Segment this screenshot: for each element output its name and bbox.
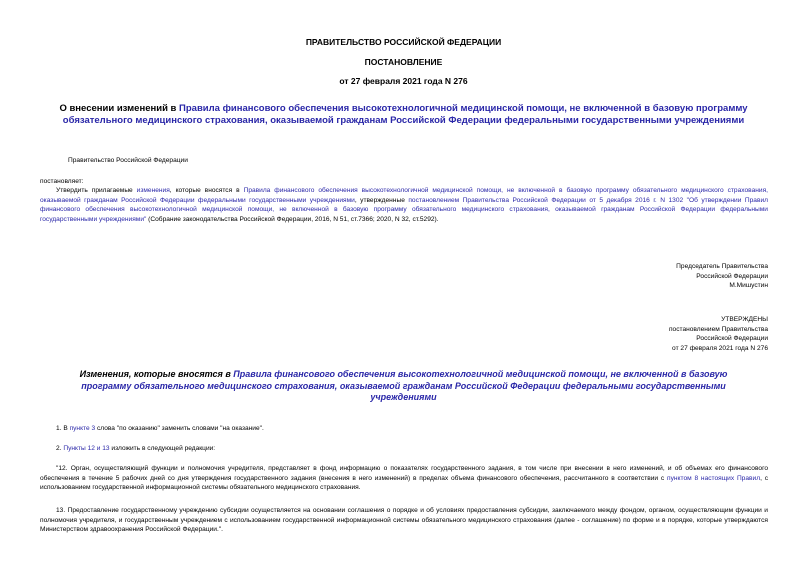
document-type: ПОСТАНОВЛЕНИЕ — [364, 57, 443, 67]
document-title — [40, 103, 767, 127]
government-heading: ПРАВИТЕЛЬСТВО РОССИЙСКОЙ ФЕДЕРАЦИИ — [305, 37, 502, 47]
changes-title — [55, 369, 752, 404]
signature-title: Председатель Правительства — [676, 263, 768, 270]
p1-text-c: , утвержденные — [354, 196, 409, 204]
gov-line: Правительство Российской Федерации — [68, 157, 188, 164]
item-12-paragraph — [40, 464, 768, 493]
title-rules-link[interactable]: Правила финансового обеспечения высокотехнологичной медицинской помощи, не включенной в базовую программу обязательного медицинского страхования, оказываемой гражданам Российской Федерации федеральными государственными учреждениями — [62, 103, 748, 126]
item-13-paragraph: 13. Предоставление государственному учреждению субсидии осуществляется на основании соглашения о порядке и об условиях предоставления субсидии, заключаемого между фондом, органом, осуществляющим функции и полномочия учредителя, и государственным учреждением с использованием государственной информационной системы обязательного медицинского страхования (далее - соглашение) по форме и в порядке, которые утверждаются Министерством здравоохранения Российской Федерации.". — [40, 507, 768, 534]
item-2-text-b: изложить в следующей редакции: — [109, 445, 216, 452]
title-prefix: О внесении изменений в — [59, 103, 180, 114]
p1-text-b: , которые вносятся в — [169, 187, 244, 194]
item-1-link[interactable]: пункте 3 — [69, 425, 96, 432]
signature-block — [676, 262, 768, 291]
item-1-text-b: слова "по оказанию" заменить словами "на оказание". — [95, 425, 264, 432]
signature-name: М.Мишустин — [729, 282, 768, 290]
rules-link[interactable]: Правила финансового обеспечения высокотехнологичной медицинской помощи, не включенной в базовую программу обязательного медицинского страхования, оказываемой гражданам Российской Федерации федеральными государственными учреждениями — [40, 187, 768, 204]
resolution-1302-link[interactable]: постановлением Правительства Российской Федерации от 5 декабря 2016 г. N 1302 "Об утверждении Правил финансового обеспечения высокотехнологичной медицинской помощи, не включенной в базовую программу обязательного медицинского страхования, оказываемой гражданам Российской Федерации федеральными государственными учреждениями" — [40, 196, 768, 223]
item-1 — [56, 424, 264, 434]
p1-text-d: (Собрание законодательства Российской Федерации, 2016, N 51, ст.7366; 2020, N 32, ст.5292). — [146, 215, 439, 223]
document-date: от 27 февраля 2021 года N 276 — [339, 76, 468, 86]
item-2-text-a: 2. — [56, 445, 64, 452]
changes-title-link[interactable]: Правила финансового обеспечения высокотехнологичной медицинской помощи, не включенной в базовую программу обязательного медицинского страхования, оказываемой гражданам Российской Федерации федеральными государственными учреждениями — [81, 369, 728, 402]
item-1-text-a: 1. В — [56, 425, 70, 432]
signature-country: Российской Федерации — [696, 272, 768, 280]
approved-label: УТВЕРЖДЕНЫ — [721, 316, 768, 323]
p1-text-a: Утвердить прилагаемые — [56, 187, 137, 194]
decree-paragraph — [40, 186, 768, 224]
approved-date: от 27 февраля 2021 года N 276 — [672, 344, 768, 352]
decree-word: постановляет: — [40, 178, 84, 185]
item-12-link[interactable]: пунктом 8 настоящих Правил — [667, 474, 761, 482]
item-12-text-b: , с использованием государственной информационной системы обязательного медицинского страхования. — [40, 474, 769, 492]
item-2-link[interactable]: Пункты 12 и 13 — [63, 445, 110, 452]
changes-title-prefix: Изменения, которые вносятся в — [79, 369, 234, 379]
changes-link[interactable]: изменения — [136, 187, 170, 194]
item-12-text-a: "12. Орган, осуществляющий функции и полномочия учредителя, представляет в фонд информацию о показателях государственного задания, в том числе при внесении в него изменений, и об объемах его финансового обеспечения в течение 5 рабочих дней со дня утверждения государственного задания (внесения в него изменений) в пределах объема финансового обеспечения, рассчитанного в соответствии с — [40, 465, 768, 482]
approved-by: постановлением Правительства — [668, 325, 768, 333]
approved-country: Российской Федерации — [696, 335, 768, 343]
item-2 — [56, 444, 215, 454]
approval-block — [669, 315, 768, 353]
